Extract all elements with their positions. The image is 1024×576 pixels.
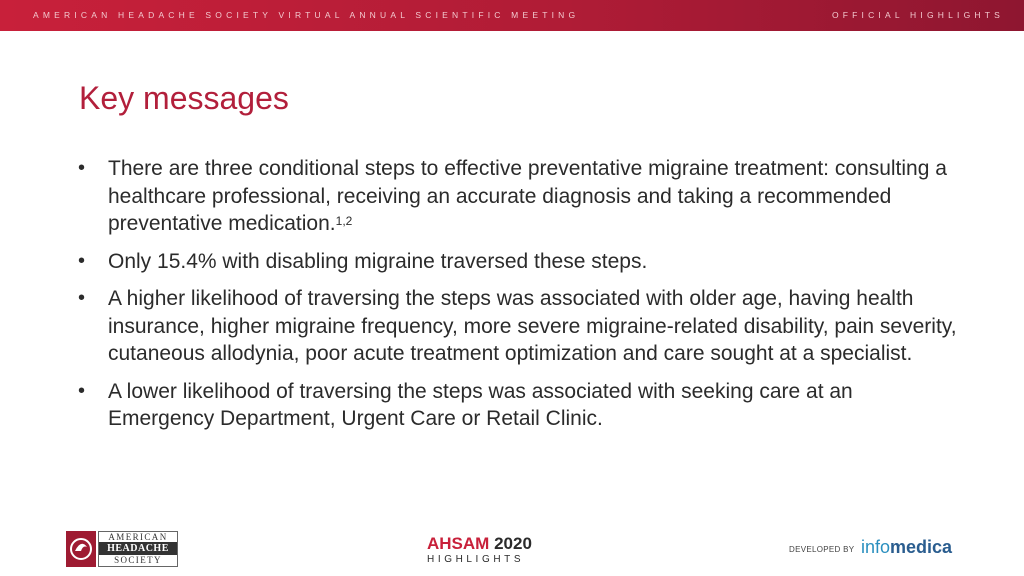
ahs-line-headache: HEADACHE — [99, 542, 177, 555]
ahs-wordmark — [98, 531, 178, 567]
bullet-icon: • — [78, 157, 86, 179]
ahsam-name: AHSAM — [427, 534, 490, 553]
bullet-item-1 — [78, 155, 958, 238]
infomedica-medica: medica — [890, 537, 953, 557]
header-official-highlights: OFFICIAL HIGHLIGHTS — [831, 10, 1004, 20]
infomedica-info: info — [861, 537, 891, 557]
developed-by-label: DEVELOPED BY — [789, 545, 855, 554]
bullet-icon: • — [78, 379, 86, 402]
bullet-item-4 — [78, 378, 958, 433]
bullet-reference: 1,2 — [335, 214, 353, 228]
ahs-emblem-icon — [66, 531, 96, 567]
ahsam-brand — [427, 535, 547, 553]
ahs-line-american: AMERICAN — [108, 532, 168, 542]
bullet-text: A lower likelihood of traversing the steps was associated with seeking care at an Emergency Department, Urgent Care or Retail Clinic. — [108, 379, 853, 430]
ahsam-year: 2020 — [494, 534, 532, 553]
ahsam-subtitle: HIGHLIGHTS — [427, 554, 525, 565]
bullet-icon: • — [78, 249, 86, 272]
bullet-item-3 — [78, 285, 958, 368]
slide-title: Key messages — [79, 80, 289, 116]
infomedica-logo — [861, 536, 952, 558]
ahs-logo — [66, 531, 178, 567]
ahs-line-society: SOCIETY — [114, 555, 162, 565]
bullet-icon: • — [78, 287, 86, 309]
header-meeting-title: AMERICAN HEADACHE SOCIETY VIRTUAL ANNUAL SCIENTIFIC MEETING — [33, 10, 580, 20]
ahsam-highlights-logo — [427, 535, 547, 566]
bullet-text: Only 15.4% with disabling migraine traversed these steps. — [108, 249, 648, 273]
bullet-item-2 — [78, 248, 958, 276]
bullet-text: A higher likelihood of traversing the steps was associated with older age, having health insurance, higher migraine frequency, more severe migraine-related disability, pain severity, cutaneous allodynia, poor acute treatment optimization and care sought at a specialist. — [108, 287, 957, 365]
header-bar — [0, 0, 1024, 31]
bullet-list — [78, 155, 958, 443]
bullet-text: There are three conditional steps to effective preventative migraine treatment: consulting a healthcare professional, receiving an accurate diagnosis and taking a recommended preventative medication. — [108, 157, 947, 235]
